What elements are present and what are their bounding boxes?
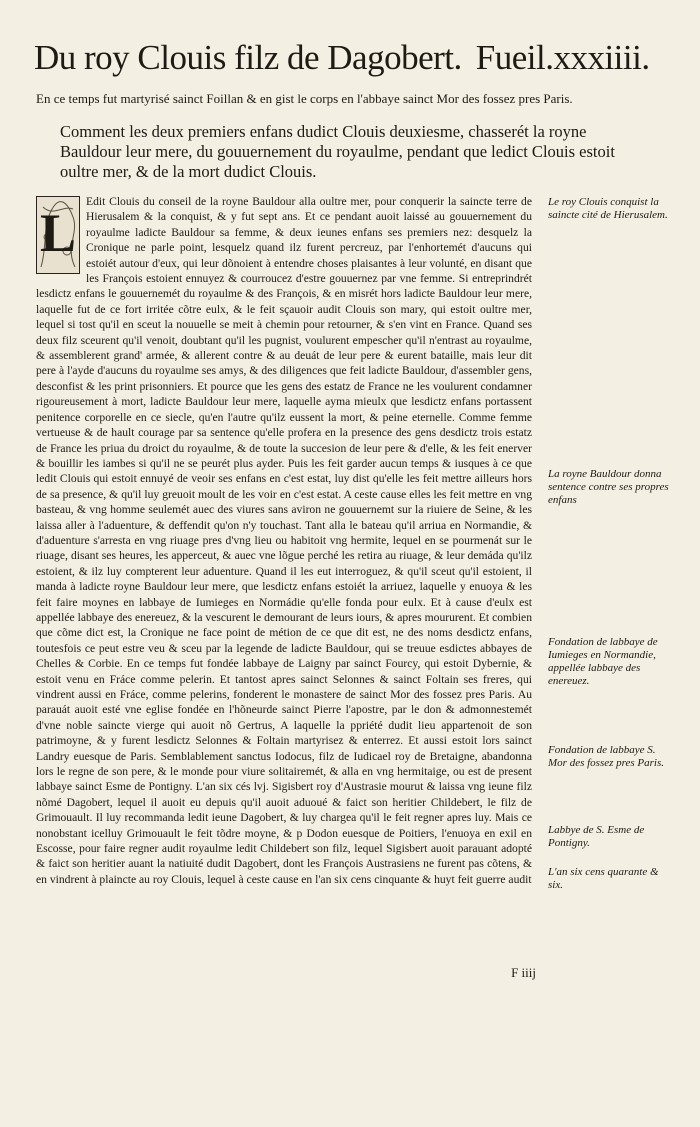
drop-cap-letter: L — [39, 203, 77, 263]
margin-note-3: Fondation de labbaye de Iumieges en Normandie, appellée labbaye des enereuez. — [548, 636, 658, 687]
margin-note-5: Labbye de S. Esme de Pontigny. — [548, 824, 645, 849]
folio-number: Fueil.xxxiiii. — [475, 38, 650, 77]
body-text: Edit Clouis du conseil de la royne Bauldour alla oultre mer, pour conquerir la saincte terre de Hierusalem & la conquist, & y fut sept ans. Et ce pendant auoit laissé au gouuernement du royaulme ladicte Bauldour sa femme, & deux ieunes enfans ses premiers nez: desquelz la Cronique ne parle point, lesquelz quand ilz furent percreuz, par l'enhortemét d'aucuns qui estoiét autour d'eux, qui leur dõnoient à entendre choses plaisantes à leur volunté, en disant que les François estoient ennuyez & courroucez d'estre gouuernez par vne femme. Si entreprindrét lesdictz enfans le gouuernemét du royaulme & des François, & en misrét hors ladicte Bauldour leur mere, laquelle fut de ce fort irritée cõtre eulx, & le feit sçauoir audit Clouis son mary, qui estoit oultre mer, lequel si tost qu'il en sceut la nouuelle se meit à chemin pour retourner, & s'en vint en France. Quand ses deux filz sceurent qu'il venoit, doubtant qu'il les pugnist, voulurent empescher qu'il n'entrast au royaulme, & assemblerent grand' armée, & allerent contre & au deuát de leur pere & eurent bataille, mais leur dit pere à l'ayde d'aucuns du royaulme ses amys, & des diligences que feit ladicte Bauldour, d'assembler gens, desconfist & les print prisonniers. Et pource que les gens des estatz de France ne les voulurent condamner rigoureusement à mort, ladicte Bauldour leur mere, laquelle ayma mieulx que lesdictz enfans portassent penitence corporelle en ce siecle, qu'en l'autre qu'ilz eussent la mort, & peine eternelle. Comme femme vertueuse & de hault courage par sa sentence qu'elle profera en la presence des gens desdictz trois estatz de France les priua du droict du royaulme, & de toute la succesion de leur pere & d'elle, & les feit enerver & bouillir les iambes si qu'il ne se peurét plus ayder. Puis les feit garder aucun temps & iusques à ce que ledit Clouis qui estoit ennuyé de veoir ses enfans en c'est estat, luy dist qu'elle les feit mettre ailleurs hors de sa presence, & qu'il luy greuoit moult de les voir en c'est estat. A ceste cause elles les feit mettre en vng basteau, & vng homme seulemét auec des viures sans aviron ne gouuernemt sur la riuiere de Seine, & les laissa aller à l'aduenture, & deffendit qu'on n'y touchast. Tant alla le bateau qu'il arriua en Normandie, & d'aduenture s'arresta en vng riuage pres d'vng lieu ou habitoit vng hermite, lequel en se pourmenát sur le riuage, disant ses heures, les apperceut, & auec vne lõgue perché les retira au riuage, & leur demáda qu'ilz estoient, & ilz luy compterent leur aduenture. Quand il les eut interroguez, & qu'il sceut qu'il estoient, il manda à ladicte royne Bauldour leur mere, que lesdictz enfans estoiét la arriuez, laquelle y enuoya & les feit faire moynes en labbaye de Iumieges en Normádie qu'elle fonda pour eulx. Et à cause d'eulx est appellée labbaye des enereuez, & la vescurent le demourant de leurs iours, & apres moururent. Et combien que cõme dict est, la Cronique ne face point de métion de ce que dit est, ne des noms desdictz enfans, toutesfois ce peut estre veu & sceu par la legende de ladicte Bauldour, qui se treuue esdictes abbayes de Chelles & Corbie. En ce temps fut fondée labbaye de Laigny par sainct Fourcy, qui estoit Dybernie, & estoit venu en Fráce comme pelerin. Et tantost apres sainct Selonnes & sainct Foltain ses freres, qui vindrent aussi en Fráce, comme pelerins, fonderent le monastere de sainct Mor des fossez pres Paris. Au parauát auoit esté vne eglise fondée en l'hõneurde sainct Pierre l'apostre, par le don & admonnestemét d'vne noble saincte vierge qui auoit nõ Gertrus, A laquelle la ppriété dudit lieu appartenoit de son patrimoyne, & y furent lesdictz Selonnes & Foltain martyrisez & enterrez. Et aussi estoit lors sainct Landry euesque de Paris. Semblablement sanctus Iodocus, filz de Iudicael roy de Bretaigne, abandonna lors le regne de son pere, & le monde pour viure solitairemét, & alla en vng hermitaige, ou est de present labbaye sainct Esme de Pontigny. L'an six cés lvj. Sigisbert roy d'Austrasie mourut & laissa vng ieune filz nõmé Dagobert, lequel il auoit eu depuis qu'il auoit aduoué & faict son heritier Childebert, le filz de Grimouault. Il luy recommanda ledit ieune Dagobert, & luy chargea qu'il le feit regner apres luy. Mais ce nonobstant icelluy Grimouault le feit tõdre moyne, & p Dodon euesque de Poitiers, l'enuoya en exil en Escosse, pour faire regner audit royaulme ledit Childebert son filz, lequel Sigisbert auoit parauant adopté & faict son heritier auant la natiuité dudit Dagobert, dont les François Austrasiens ne furent pas cõtens, & en vindrent à plaincte au roy Clouis, lequel à ceste cause en l'an six cens cinquante & huyt feit guerre audit — [36, 195, 532, 886]
margin-note-2: La royne Bauldour donna sentence contre ses propres enfans — [548, 468, 669, 506]
margin-note-1: Le roy Clouis conquist la saincte cité de Hierusalem. — [548, 196, 668, 221]
header-title: Du roy Clouis filz de Dagobert. — [34, 38, 462, 77]
signature-mark: F iiij — [511, 965, 536, 980]
body-text-block — [36, 194, 532, 887]
margin-note-6: L'an six cens quarante & six. — [548, 866, 659, 891]
margin-note-4: Fondation de labbaye S. Mor des fossez pres Paris. — [548, 744, 665, 769]
drop-cap-initial — [36, 196, 80, 274]
running-header — [34, 38, 674, 78]
chapter-title: Comment les deux premiers enfans dudict Clouis deuxiesme, chasserét la royne Bauldour leur mere, du gouuernement du royaulme, pendant que ledict Clouis estoit oultre mer, & de la mort dudict Clouis. — [60, 122, 615, 181]
intro-line: En ce temps fut martyrisé sainct Foillan & en gist le corps en l'abbaye sainct Mor des fossez pres Paris. — [36, 91, 573, 106]
